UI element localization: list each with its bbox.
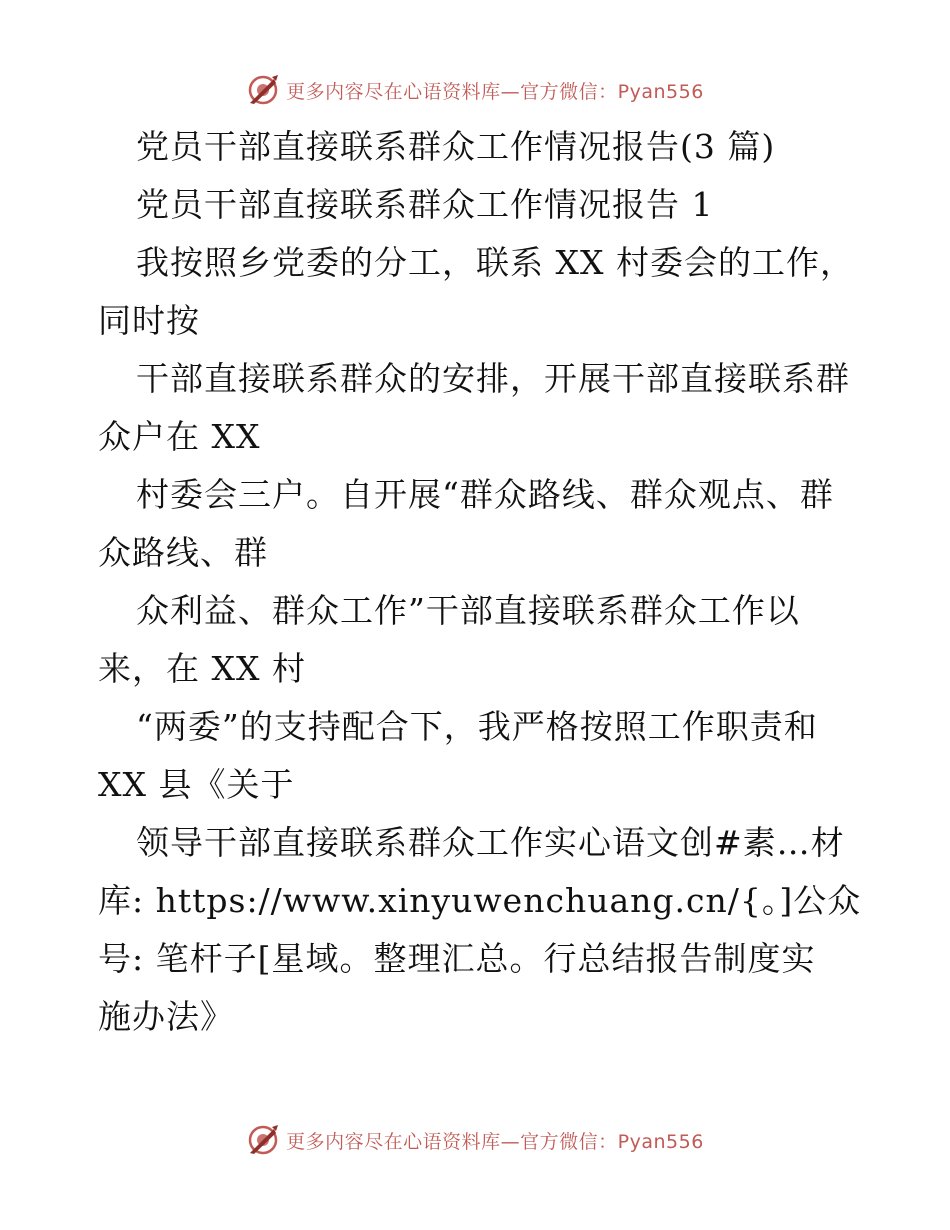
doc-line: 党员干部直接联系群众工作情况报告(3 篇) xyxy=(136,127,776,166)
quill-logo-icon xyxy=(246,1123,280,1157)
doc-line: 号: 笔杆子[星域。整理汇总。行总结报告制度实 xyxy=(98,939,816,978)
doc-line: 干部直接联系群众的安排，开展干部直接联系群 xyxy=(136,359,850,398)
doc-line: XX 县《关于 xyxy=(98,765,295,804)
doc-line: 党员干部直接联系群众工作情况报告 1 xyxy=(136,185,714,224)
doc-line: 来，在 XX 村 xyxy=(98,649,306,688)
doc-line: 众户在 XX xyxy=(98,417,261,456)
doc-line: 同时按 xyxy=(98,301,200,340)
doc-line: 村委会三户。自开展“群众路线、群众观点、群 xyxy=(136,475,834,514)
footer-watermark xyxy=(0,1120,950,1160)
header-watermark xyxy=(0,70,950,110)
doc-line: “两委”的支持配合下，我严格按照工作职责和 xyxy=(136,707,818,746)
watermark-text: 更多内容尽在心语资料库—官方微信：Pyan556 xyxy=(286,1130,704,1153)
doc-line: 众路线、群 xyxy=(98,533,268,572)
doc-line: 施办法》 xyxy=(98,997,234,1036)
doc-line: 众利益、群众工作”干部直接联系群众工作以 xyxy=(136,591,800,630)
doc-line: 库: https://www.xinyuwenchuang.cn/{。]公众 xyxy=(98,881,862,920)
document-body xyxy=(98,118,868,1046)
doc-line: 领导干部直接联系群众工作实心语文创#素…材 xyxy=(136,823,845,862)
quill-logo-icon xyxy=(246,73,280,107)
watermark-text: 更多内容尽在心语资料库—官方微信：Pyan556 xyxy=(286,80,704,103)
doc-line: 我按照乡党委的分工，联系 XX 村委会的工作， xyxy=(136,243,854,282)
